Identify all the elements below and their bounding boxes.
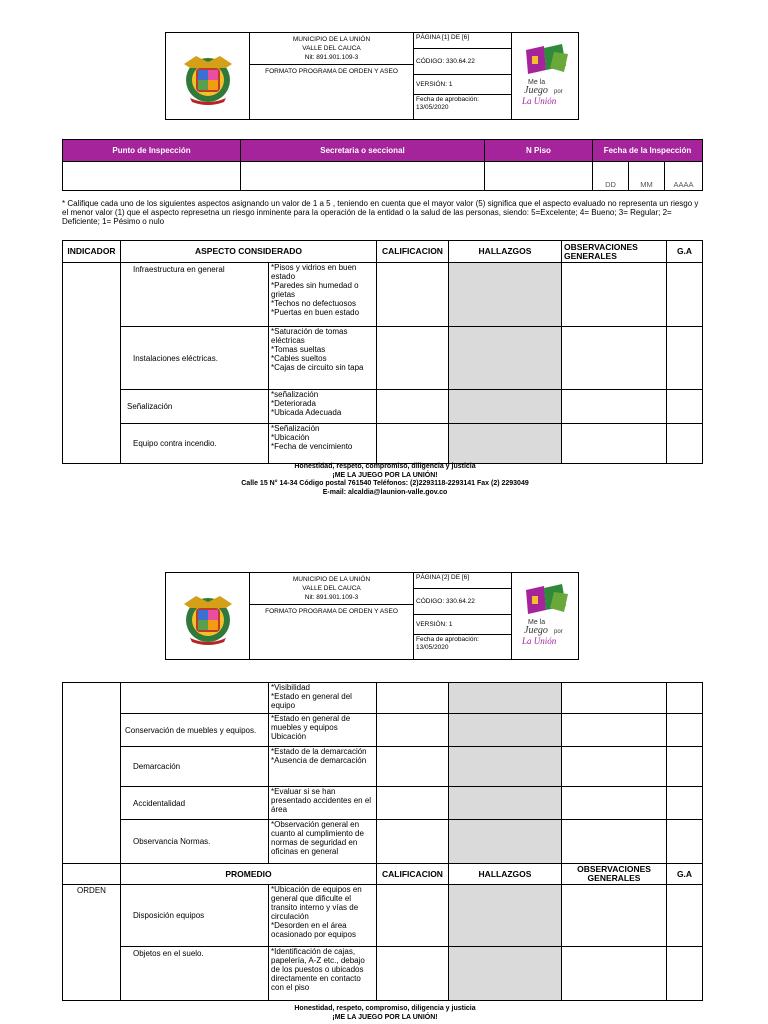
table-row (63, 390, 703, 424)
score-field[interactable] (377, 747, 449, 787)
page-footer-1 (120, 463, 650, 497)
score-field[interactable] (377, 714, 449, 747)
findings-field[interactable] (449, 424, 562, 464)
footer-values: Honestidad, respeto, compromiso, diligencia y justicia (294, 463, 476, 470)
ga-field[interactable] (667, 263, 703, 327)
document-header-page-1 (165, 32, 579, 120)
table-row (63, 263, 703, 327)
table-row (63, 947, 703, 1001)
observations-field[interactable] (562, 714, 667, 747)
year-field[interactable]: AAAA (665, 162, 703, 191)
ga-field[interactable] (667, 820, 703, 864)
aspect-name: Equipo contra incendio. (121, 424, 269, 464)
department-name: VALLE DEL CAUCA (302, 585, 361, 592)
brand-line-1: Me la (528, 619, 546, 626)
aspect-criteria: *Visibilidad *Estado en general del equipo (269, 683, 377, 714)
brand-line-2: Juego (524, 625, 548, 636)
document-code: CÓDIGO: 330.64.22 (414, 589, 511, 615)
table-row (63, 747, 703, 787)
order-indicator: ORDEN (63, 885, 121, 1001)
aspect-name (121, 683, 269, 714)
aspect-criteria: *Estado en general de muebles y equipos Ubicación (269, 714, 377, 747)
approval-date: 13/05/2020 (416, 104, 449, 111)
footer-values: Honestidad, respeto, compromiso, diligencia y justicia (294, 1005, 476, 1012)
aspect-criteria: *Observación general en cuanto al cumplimiento de normas de seguridad en oficinas en general (269, 820, 377, 864)
aspect-criteria: *Pisos y vidrios en buen estado *Paredes sin humedad o grietas *Techos no defectuosos *Puertas en buen estado (269, 263, 377, 327)
footer-slogan: ¡ME LA JUEGO POR LA UNIÓN! (332, 1013, 438, 1021)
coat-of-arms-icon (176, 44, 240, 108)
me-la-juego-logo-icon (514, 584, 576, 648)
score-field[interactable] (377, 683, 449, 714)
indicator-spacer (63, 864, 121, 885)
document-code: CÓDIGO: 330.64.22 (414, 49, 511, 75)
aspect-name: Objetos en el suelo. (121, 947, 269, 1001)
score-field[interactable] (377, 327, 449, 390)
table-row (63, 424, 703, 464)
observations-field[interactable] (562, 747, 667, 787)
inspection-info-table (62, 139, 703, 191)
me-la-juego-logo-icon (514, 44, 576, 108)
header-info-block (414, 33, 512, 119)
secretaria-field[interactable] (241, 162, 485, 191)
municipality-name: MUNICIPIO DE LA UNIÓN (292, 36, 371, 43)
evaluation-table-page-2 (62, 682, 703, 1001)
aspect-name: Conservación de muebles y equipos. (121, 714, 269, 747)
observations-column-header: OBSERVACIONES GENERALES (562, 864, 667, 885)
municipal-seal (166, 573, 250, 659)
average-header: PROMEDIO (121, 864, 377, 885)
indicator-cell (63, 683, 121, 864)
observations-field[interactable] (562, 390, 667, 424)
table-row (63, 787, 703, 820)
aspect-name: Infraestructura en general (121, 263, 269, 327)
ga-field[interactable] (667, 947, 703, 1001)
municipal-seal (166, 33, 250, 119)
footer-address: Calle 15 N° 14-34 Código postal 761540 Teléfonos: (2)2293118-2293141 Fax (2) 2293049 (241, 480, 529, 487)
findings-field[interactable] (449, 947, 562, 1001)
findings-column-header: HALLAZGOS (449, 241, 562, 263)
table-row (63, 327, 703, 390)
observations-field[interactable] (562, 820, 667, 864)
score-field[interactable] (377, 787, 449, 820)
aspect-name: Accidentalidad (121, 787, 269, 820)
brand-line-4: La Unión (522, 636, 557, 646)
findings-column-header: HALLAZGOS (449, 864, 562, 885)
header-title-block (250, 33, 414, 119)
floor-field[interactable] (485, 162, 593, 191)
aspect-criteria: *Señalización *Ubicación *Fecha de vencimiento (269, 424, 377, 464)
ga-field[interactable] (667, 714, 703, 747)
format-name: FORMATO PROGRAMA DE ORDEN Y ASEO (265, 68, 398, 75)
table-row (63, 714, 703, 747)
findings-field[interactable] (449, 390, 562, 424)
document-header-page-2 (165, 572, 579, 660)
inspection-point-field[interactable] (63, 162, 241, 191)
day-field[interactable]: DD (593, 162, 629, 191)
nit-number: Nit: 891.901.109-3 (304, 54, 359, 61)
aspect-column-header: ASPECTO CONSIDERADO (121, 241, 377, 263)
ga-field[interactable] (667, 885, 703, 947)
findings-field[interactable] (449, 820, 562, 864)
month-field[interactable]: MM (629, 162, 665, 191)
ga-field[interactable] (667, 327, 703, 390)
observations-field[interactable] (562, 947, 667, 1001)
approval-date: 13/05/2020 (416, 644, 449, 651)
page-footer-2 (120, 1005, 650, 1022)
approval-label: Fecha de aprobación: (416, 96, 479, 103)
score-field[interactable] (377, 885, 449, 947)
score-field[interactable] (377, 947, 449, 1001)
header-title-block (250, 573, 414, 659)
table-row (63, 683, 703, 714)
findings-field[interactable] (449, 263, 562, 327)
aspect-name: Instalaciones eléctricas. (121, 327, 269, 390)
observations-field[interactable] (562, 424, 667, 464)
aspect-criteria: *señalización *Deteriorada *Ubicada Adecuada (269, 390, 377, 424)
ga-field[interactable] (667, 683, 703, 714)
table-row (63, 885, 703, 947)
inspection-point-header: Punto de Inspección (63, 140, 241, 162)
findings-field[interactable] (449, 747, 562, 787)
evaluation-table-page-1 (62, 240, 703, 464)
aspect-criteria: *Evaluar si se han presentado accidentes en el área (269, 787, 377, 820)
coat-of-arms-icon (176, 584, 240, 648)
observations-field[interactable] (562, 263, 667, 327)
score-field[interactable] (377, 424, 449, 464)
findings-field[interactable] (449, 683, 562, 714)
ga-field[interactable] (667, 390, 703, 424)
ga-column-header: G.A (667, 241, 703, 263)
aspect-criteria: *Estado de la demarcación *Ausencia de demarcación (269, 747, 377, 787)
aspect-name: Disposición equipos (121, 885, 269, 947)
header-info-block (414, 573, 512, 659)
score-field[interactable] (377, 263, 449, 327)
brand-line-3: por (554, 89, 563, 95)
findings-field[interactable] (449, 714, 562, 747)
score-field[interactable] (377, 390, 449, 424)
brand-line-2: Juego (524, 85, 548, 96)
ga-field[interactable] (667, 787, 703, 820)
observations-column-header: OBSERVACIONES GENERALES (562, 241, 667, 263)
findings-field[interactable] (449, 327, 562, 390)
document-version: VERSIÓN: 1 (414, 615, 511, 635)
nit-number: Nit: 891.901.109-3 (304, 594, 359, 601)
secretaria-header: Secretaria o seccional (241, 140, 485, 162)
findings-field[interactable] (449, 787, 562, 820)
brand-logo (512, 573, 578, 659)
inspection-date-header: Fecha de la Inspección (593, 140, 703, 162)
findings-field[interactable] (449, 885, 562, 947)
department-name: VALLE DEL CAUCA (302, 45, 361, 52)
brand-line-3: por (554, 629, 563, 635)
aspect-criteria: *Ubicación de equipos en general que dificulte el transito interno y vías de circulación *Desorden en el área ocasionado por equipos (269, 885, 377, 947)
observations-field[interactable] (562, 327, 667, 390)
table-row (63, 820, 703, 864)
observations-field[interactable] (562, 787, 667, 820)
score-field[interactable] (377, 820, 449, 864)
observations-field[interactable] (562, 683, 667, 714)
indicator-cell (63, 263, 121, 464)
approval-label: Fecha de aprobación: (416, 636, 479, 643)
aspect-name: Observancia Normas. (121, 820, 269, 864)
brand-line-4: La Unión (522, 96, 557, 106)
format-name: FORMATO PROGRAMA DE ORDEN Y ASEO (265, 608, 398, 615)
observations-field[interactable] (562, 885, 667, 947)
aspect-criteria: *Saturación de tomas eléctricas *Tomas sueltas *Cables sueltos *Cajas de circuito sin tapa (269, 327, 377, 390)
aspect-name: Demarcación (121, 747, 269, 787)
ga-field[interactable] (667, 424, 703, 464)
aspect-criteria: *Identificación de cajas, papelería, A-Z etc., debajo de los puestos o ubicados directamente en contacto con el piso (269, 947, 377, 1001)
brand-line-1: Me la (528, 79, 546, 86)
page-number: PÁGINA [2] DE [6] (414, 573, 511, 589)
page-number: PÁGINA [1] DE [6] (414, 33, 511, 49)
brand-logo (512, 33, 578, 119)
municipality-name: MUNICIPIO DE LA UNIÓN (292, 576, 371, 583)
score-column-header: CALIFICACION (377, 864, 449, 885)
rating-instructions: * Califique cada uno de los siguientes aspectos asignando un valor de 1 a 5 , teniendo en cuenta que el mayor valor (5) significa que el aspecto evaluado no representa un riesgo y el menor valor (1) que el aspecto represetna un riesgo inminente para la operación de la entidad o la salud de las personas, siendo: 5=Excelente; 4= Bueno; 3= Regular; 2= Deficiente; 1= Pésimo o nulo (62, 199, 699, 226)
indicator-column-header: INDICADOR (63, 241, 121, 263)
footer-email: E-mail: alcaldia@launion-valle.gov.co (322, 488, 448, 496)
ga-field[interactable] (667, 747, 703, 787)
score-column-header: CALIFICACION (377, 241, 449, 263)
aspect-name: Señalización (121, 390, 269, 424)
footer-slogan: ¡ME LA JUEGO POR LA UNIÓN! (332, 471, 438, 479)
document-version: VERSIÓN: 1 (414, 75, 511, 95)
floor-header: N Piso (485, 140, 593, 162)
ga-column-header: G.A (667, 864, 703, 885)
